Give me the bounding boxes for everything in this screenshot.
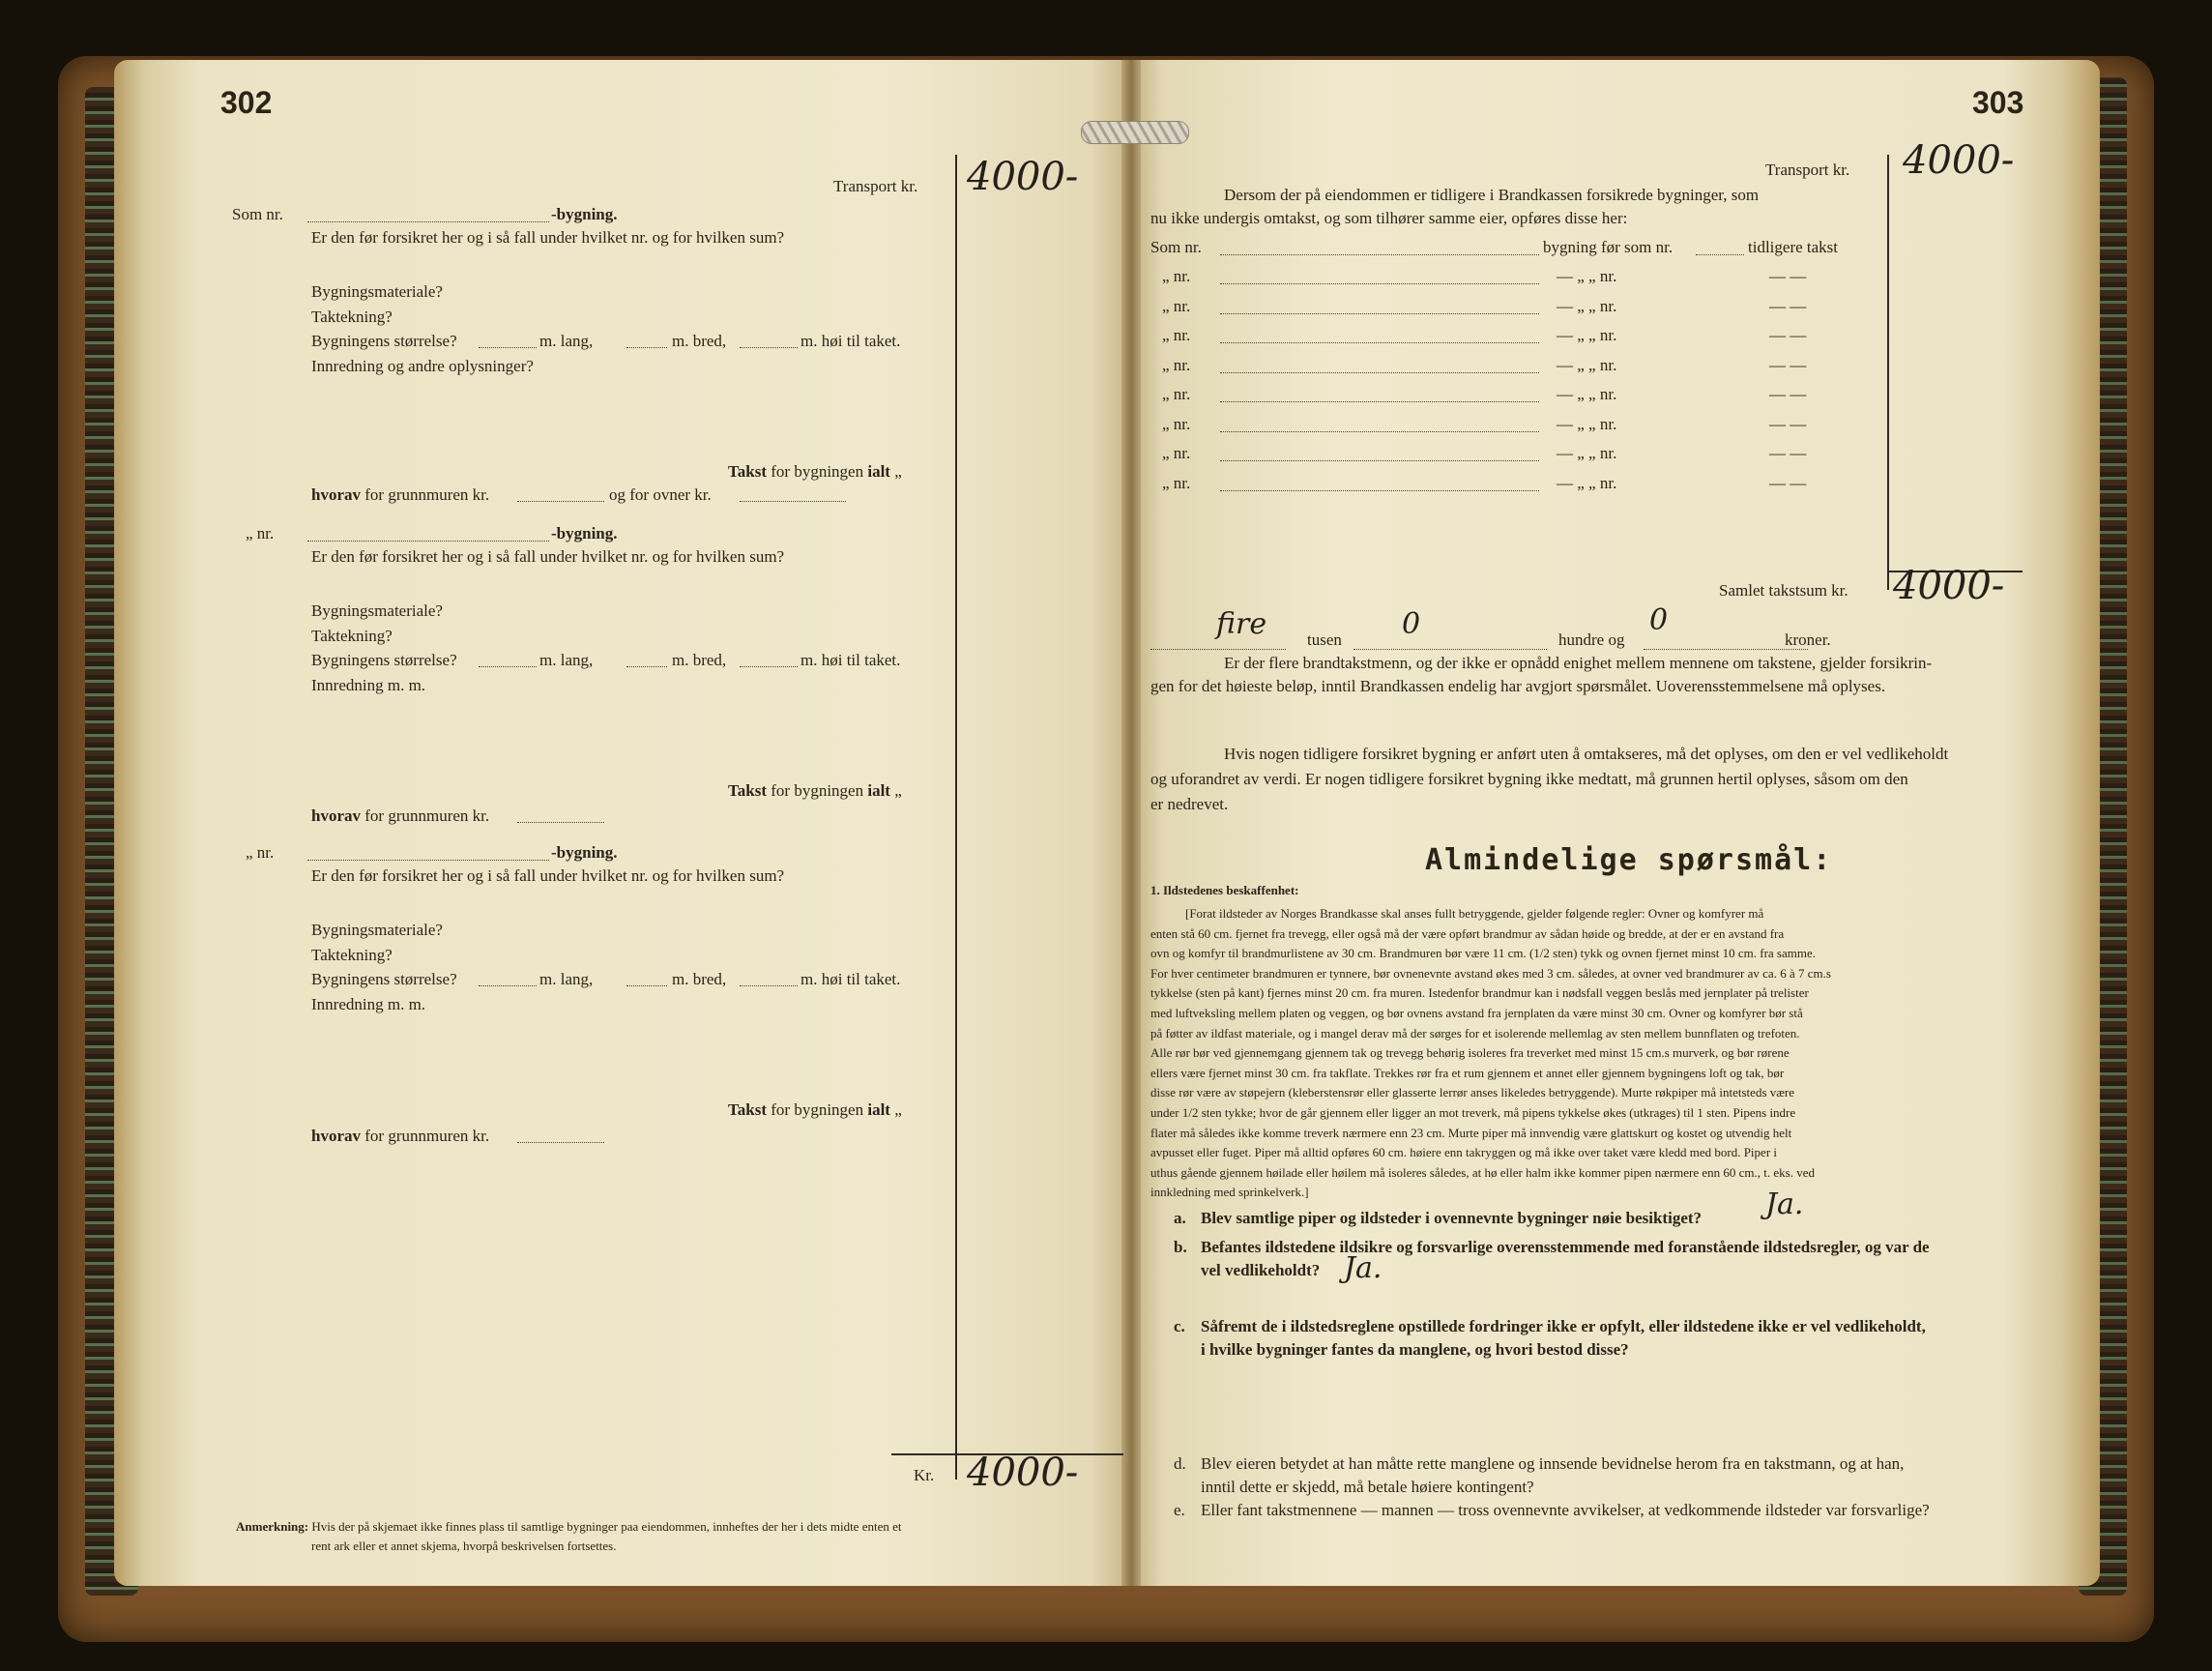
block3-lang: m. lang, (539, 970, 594, 988)
prev-row-1-end: tidligere takst (1748, 238, 1839, 256)
prev-row-mid: — „ „ nr. (1557, 414, 1617, 433)
prev-row-end: — — (1769, 414, 1807, 433)
block3-bred: m. bred, (672, 970, 727, 988)
block1-taktekning: Taktekning? (311, 308, 393, 326)
prev-row-prefix: „ nr. (1162, 355, 1191, 374)
prev-row-mid: — „ „ nr. (1557, 355, 1617, 374)
question-c-line1: Såfremt de i ildstedsreglene opstillede fordringer ikke er opfylt, eller ildstedene ikke er vel vedlikeholdt, (1201, 1317, 1926, 1335)
prev-row-end: — — (1769, 267, 1807, 285)
prev-row-mid: — „ „ nr. (1557, 326, 1617, 344)
question-b-line1: Befantes ildstedene ildsikre og forsvarlige overensstemmende med foranstående ildstedsregler, og var de (1201, 1238, 1930, 1256)
words-og-value: 0 (1649, 603, 1669, 637)
block1-width-field[interactable] (626, 333, 667, 348)
block3-storrelse: Bygningens størrelse? (311, 970, 457, 988)
prev-row-mid: — „ „ nr. (1557, 267, 1617, 285)
question-b-line2: vel vedlikeholdt? (1201, 1261, 1321, 1279)
block2-width-field[interactable] (626, 652, 667, 667)
left-page (114, 60, 1127, 1586)
words-hundre-value: 0 (1402, 607, 1421, 641)
words-hundre-field[interactable] (1353, 634, 1547, 650)
block2-storrelse: Bygningens størrelse? (311, 651, 457, 669)
block3-hvorav: hvorav for grunnmuren kr. (311, 1127, 490, 1145)
prev-row-mid: — „ „ nr. (1557, 444, 1617, 462)
prev-row-end: — — (1769, 444, 1807, 462)
regel-line: tykkelse (sten på kant) fjernes minst 20 cm. fra muren. Istedenfor brandmur kan i nødsfall veggen beslås med jernplater på trelister (1150, 985, 1809, 1001)
regel-line: ovn og komfyr til brandmurlistene av 30 cm. Brandmuren bør være 11 cm. (1/2 sten) tykk og ovnen fjernet minst 10 cm. fra samme. (1150, 946, 1817, 961)
prev-row-prefix: „ nr. (1162, 385, 1191, 403)
samlet-label: Samlet takstsum kr. (1719, 581, 1848, 600)
samlet-value: 4000- (1893, 564, 2005, 608)
block2-lang: m. lang, (539, 651, 594, 669)
hvis-line2: og uforandret av verdi. Er nogen tidligere forsikret bygning ikke medtatt, må grunnen hertil oplyses, såsom om den (1150, 770, 1908, 788)
prev-row-field[interactable] (1220, 446, 1539, 461)
block1-grunnmur-field[interactable] (517, 486, 604, 502)
block3-height-field[interactable] (740, 971, 798, 986)
block1-lang: m. lang, (539, 332, 594, 350)
block3-hoi: m. høi til taket. (800, 970, 901, 988)
block3-length-field[interactable] (479, 971, 537, 986)
block1-ovner-field[interactable] (740, 486, 846, 502)
prev-row-1-prefix: Som nr. (1150, 238, 1202, 256)
regel-line: med luftveksling mellem platen og veggen, og bør ovnens avstand fra jernplaten da være minst 30 cm. Ovner og komfyrer bør stå (1150, 1006, 1803, 1020)
transport-label-right: Transport kr. (1765, 161, 1850, 179)
block2-name-field[interactable] (307, 526, 549, 542)
regel-line: uthus gående gjennem høilade eller høilem må isoleres således, at hø eller halm ikke kommer pipen nærmere enn 60 cm., t. eks. ved (1150, 1164, 1815, 1180)
regel-line: [Forat ildsteder av Norges Brandkasse skal anses fullt betryggende, gjelder følgende regler: Ovner og komfyrer må (1185, 906, 1764, 921)
regel-line: ellers være fjernet minst 30 cm. fra takflate. Trekkes rør fra et rum gjennem et annet eller gjennem bygningens loft og tak, bør (1150, 1065, 1785, 1080)
regel-line: enten stå 60 cm. fjernet fra trevegg, eller også må der være opført brandmur av sådan høide og bredde, at der er en avstand fra (1150, 925, 1785, 941)
block1-length-field[interactable] (479, 333, 537, 348)
prev-row-mid: — „ „ nr. (1557, 296, 1617, 315)
block2-grunnmur-field[interactable] (517, 807, 604, 823)
book-gutter (1121, 60, 1141, 1586)
prev-row-prefix: „ nr. (1162, 267, 1191, 285)
block1-materiale: Bygningsmateriale? (311, 282, 443, 301)
block3-takst: Takst for bygningen ialt „ (728, 1100, 902, 1119)
intro-line1: Dersom der på eiendommen er tidligere i Brandkassen forsikrede bygninger, som (1224, 186, 1760, 204)
regel-line: disse rør være av støpejern (kleberstensrør eller glasserte lerrør anses likeledes betryggende). Murte røkpiper må intetsteds være (1150, 1085, 1795, 1100)
question-e: Eller fant takstmennene — mannen — tross ovennevnte avvikelser, at vedkommende ildsteder var forsvarlige? (1201, 1501, 1930, 1519)
words-kroner-label: kroner. (1785, 630, 1831, 649)
prev-row-1-field[interactable] (1220, 240, 1539, 255)
question-d-label: d. (1174, 1454, 1186, 1473)
words-tusen-label: tusen (1307, 630, 1342, 649)
page-number-left: 302 (220, 85, 273, 120)
intro-line2: nu ikke undergis omtakst, og som tilhører samme eier, opføres disse her: (1150, 209, 1628, 227)
prev-row-end: — — (1769, 326, 1807, 344)
transport-label-left: Transport kr. (833, 177, 918, 195)
block1-takst: Takst for bygningen ialt „ (728, 462, 902, 481)
amount-column-line (955, 155, 957, 1480)
question-a: Blev samtlige piper og ildsteder i ovennevnte bygninger nøie besiktiget? (1201, 1209, 1703, 1227)
question-a-label: a. (1174, 1209, 1186, 1227)
block1-hoi: m. høi til taket. (800, 332, 901, 350)
binding-string (1081, 121, 1189, 144)
question-c-line2: i hvilke bygninger fantes da manglene, og hvori bestod disse? (1201, 1340, 1629, 1359)
question-e-label: e. (1174, 1501, 1185, 1519)
question-b-label: b. (1174, 1238, 1187, 1256)
prev-row-end: — — (1769, 473, 1807, 492)
block3-grunnmur-field[interactable] (517, 1128, 604, 1143)
flere-line1: Er der flere brandtakstmenn, og der ikke er opnådd enighet mellem mennene om takstene, gjelder forsikrin- (1224, 654, 1933, 672)
block1-forsikret: Er den før forsikret her og i så fall under hvilket nr. og for hvilken sum? (311, 228, 785, 247)
prev-row-1-mid: bygning før som nr. (1543, 238, 1674, 256)
prev-row-prefix: „ nr. (1162, 473, 1191, 492)
block2-taktekning: Taktekning? (311, 627, 393, 645)
question-d-line2: inntil dette er skjedd, må betale høiere kontingent? (1201, 1478, 1534, 1496)
block3-taktekning: Taktekning? (311, 946, 393, 964)
page-number-right: 303 (1972, 85, 2024, 120)
block3-prefix: „ nr. (246, 843, 275, 862)
words-tusen-value: fire (1216, 607, 1267, 641)
block2-bygning: -bygning. (551, 524, 618, 542)
block2-takst: Takst for bygningen ialt „ (728, 781, 902, 800)
section1-label: 1. Ildstedenes beskaffenhet: (1150, 883, 1299, 897)
block3-bygning: -bygning. (551, 843, 618, 862)
question-a-answer: Ja. (1765, 1187, 1804, 1221)
block3-innredning: Innredning m. m. (311, 995, 426, 1013)
prev-row-end: — — (1769, 355, 1807, 374)
regel-line: innkledning med sprinkelverk.] (1150, 1185, 1309, 1200)
prev-row-mid: — „ „ nr. (1557, 473, 1617, 492)
prev-row-end: — — (1769, 296, 1807, 315)
amount-column-line-right (1887, 155, 1889, 590)
total-value-left: 4000- (967, 1451, 1079, 1495)
regel-line: på føtter av ildfast materiale, og i mangel derav må der sørges for et isolerende mellemlag av sten mellem bunnflaten og trefoten. (1150, 1025, 1800, 1041)
block1-prefix: Som nr. (232, 205, 283, 223)
prev-row-field[interactable] (1220, 269, 1539, 284)
regel-line: under 1/2 sten tykke; hvor de går gjennem eller ligger an mot treverk, må pipens tykkelse økes (utkrages) til 1 sten. Pipens indre (1150, 1105, 1796, 1120)
block3-materiale: Bygningsmateriale? (311, 921, 443, 939)
block1-ovner: og for ovner kr. (609, 485, 712, 504)
block2-materiale: Bygningsmateriale? (311, 601, 443, 620)
prev-row-field[interactable] (1220, 476, 1539, 491)
section-heading: Almindelige spørsmål: (1425, 843, 1833, 877)
anmerkning-line2: rent ark eller et annet skjema, hvorpå beskrivelsen fortsettes. (311, 1539, 617, 1553)
prev-row-end: — — (1769, 385, 1807, 403)
hvis-line1: Hvis nogen tidligere forsikret bygning er anført uten å omtakseres, må det oplyses, om den er vel vedlikeholdt (1224, 745, 1949, 763)
block1-height-field[interactable] (740, 333, 798, 348)
block1-innredning: Innredning og andre oplysninger? (311, 357, 534, 375)
prev-row-prefix: „ nr. (1162, 296, 1191, 315)
block2-length-field[interactable] (479, 652, 537, 667)
block2-hvorav: hvorav for grunnmuren kr. (311, 806, 490, 825)
block2-hoi: m. høi til taket. (800, 651, 901, 669)
block1-bygning: -bygning. (551, 205, 618, 223)
regel-line: avpusset eller fuget. Piper må alltid opføres 60 cm. høiere enn takryggen og må ikke over taket være kledd med bord. Piper i (1150, 1145, 1778, 1160)
block2-height-field[interactable] (740, 652, 798, 667)
total-label-left: Kr. (914, 1466, 935, 1484)
prev-row-field[interactable] (1220, 358, 1539, 373)
block2-bred: m. bred, (672, 651, 727, 669)
block3-forsikret: Er den før forsikret her og i så fall under hvilket nr. og for hvilken sum? (311, 866, 785, 885)
block1-bred: m. bred, (672, 332, 727, 350)
block2-forsikret: Er den før forsikret her og i så fall under hvilket nr. og for hvilken sum? (311, 547, 785, 566)
words-og-field[interactable] (1644, 634, 1808, 650)
block3-width-field[interactable] (626, 971, 667, 986)
block3-name-field[interactable] (307, 845, 549, 861)
prev-row-field[interactable] (1220, 387, 1539, 402)
prev-row-prefix: „ nr. (1162, 326, 1191, 344)
anmerkning: Anmerkning: Hvis der på skjemaet ikke finnes plass til samtlige bygninger paa eiendommen, innheftes der her i dets midte enten et (236, 1519, 902, 1534)
regel-line: flater må således ikke komme treverk nærmere enn 23 cm. Murte piper må innvendig være glattskurt og kostet og utvendig helt (1150, 1125, 1792, 1140)
prev-row-prefix: „ nr. (1162, 444, 1191, 462)
transport-value-right: 4000- (1903, 138, 2015, 183)
question-d-line1: Blev eieren betydet at han måtte rette manglene og innsende bevidnelse herom fra en takstmann, og at han, (1201, 1454, 1905, 1473)
block1-hvorav: hvorav for grunnmuren kr. (311, 485, 490, 504)
words-hundre-label: hundre og (1558, 630, 1625, 649)
prev-row-field[interactable] (1220, 299, 1539, 314)
question-b-answer: Ja. (1344, 1251, 1382, 1285)
prev-row-1-nr-field[interactable] (1696, 240, 1744, 255)
flere-line2: gen for det høieste beløp, inntil Brandkassen endelig har avgjort spørsmålet. Uoverensstemmelsene må oplyses. (1150, 677, 1886, 695)
regel-line: Alle rør bør ved gjennemgang gjennem tak og trevegg behørig isoleres fra treverket med minst 15 cm.s murverk, og bør rørene (1150, 1045, 1790, 1061)
prev-row-field[interactable] (1220, 417, 1539, 432)
block2-prefix: „ nr. (246, 524, 275, 542)
hvis-line3: er nedrevet. (1150, 795, 1229, 813)
block1-storrelse: Bygningens størrelse? (311, 332, 457, 350)
block2-innredning: Innredning m. m. (311, 676, 426, 694)
prev-row-mid: — „ „ nr. (1557, 385, 1617, 403)
transport-value-left: 4000- (967, 155, 1079, 199)
prev-row-prefix: „ nr. (1162, 414, 1191, 433)
question-c-label: c. (1174, 1317, 1185, 1335)
prev-row-field[interactable] (1220, 328, 1539, 343)
regel-line: For hver centimeter brandmuren er tynnere, bør ovnenevnte avstand økes med 3 cm. således, at ovner ved brandmurer av ca. 6 à 7 cm.s (1150, 965, 1831, 981)
block1-name-field[interactable] (307, 207, 549, 222)
